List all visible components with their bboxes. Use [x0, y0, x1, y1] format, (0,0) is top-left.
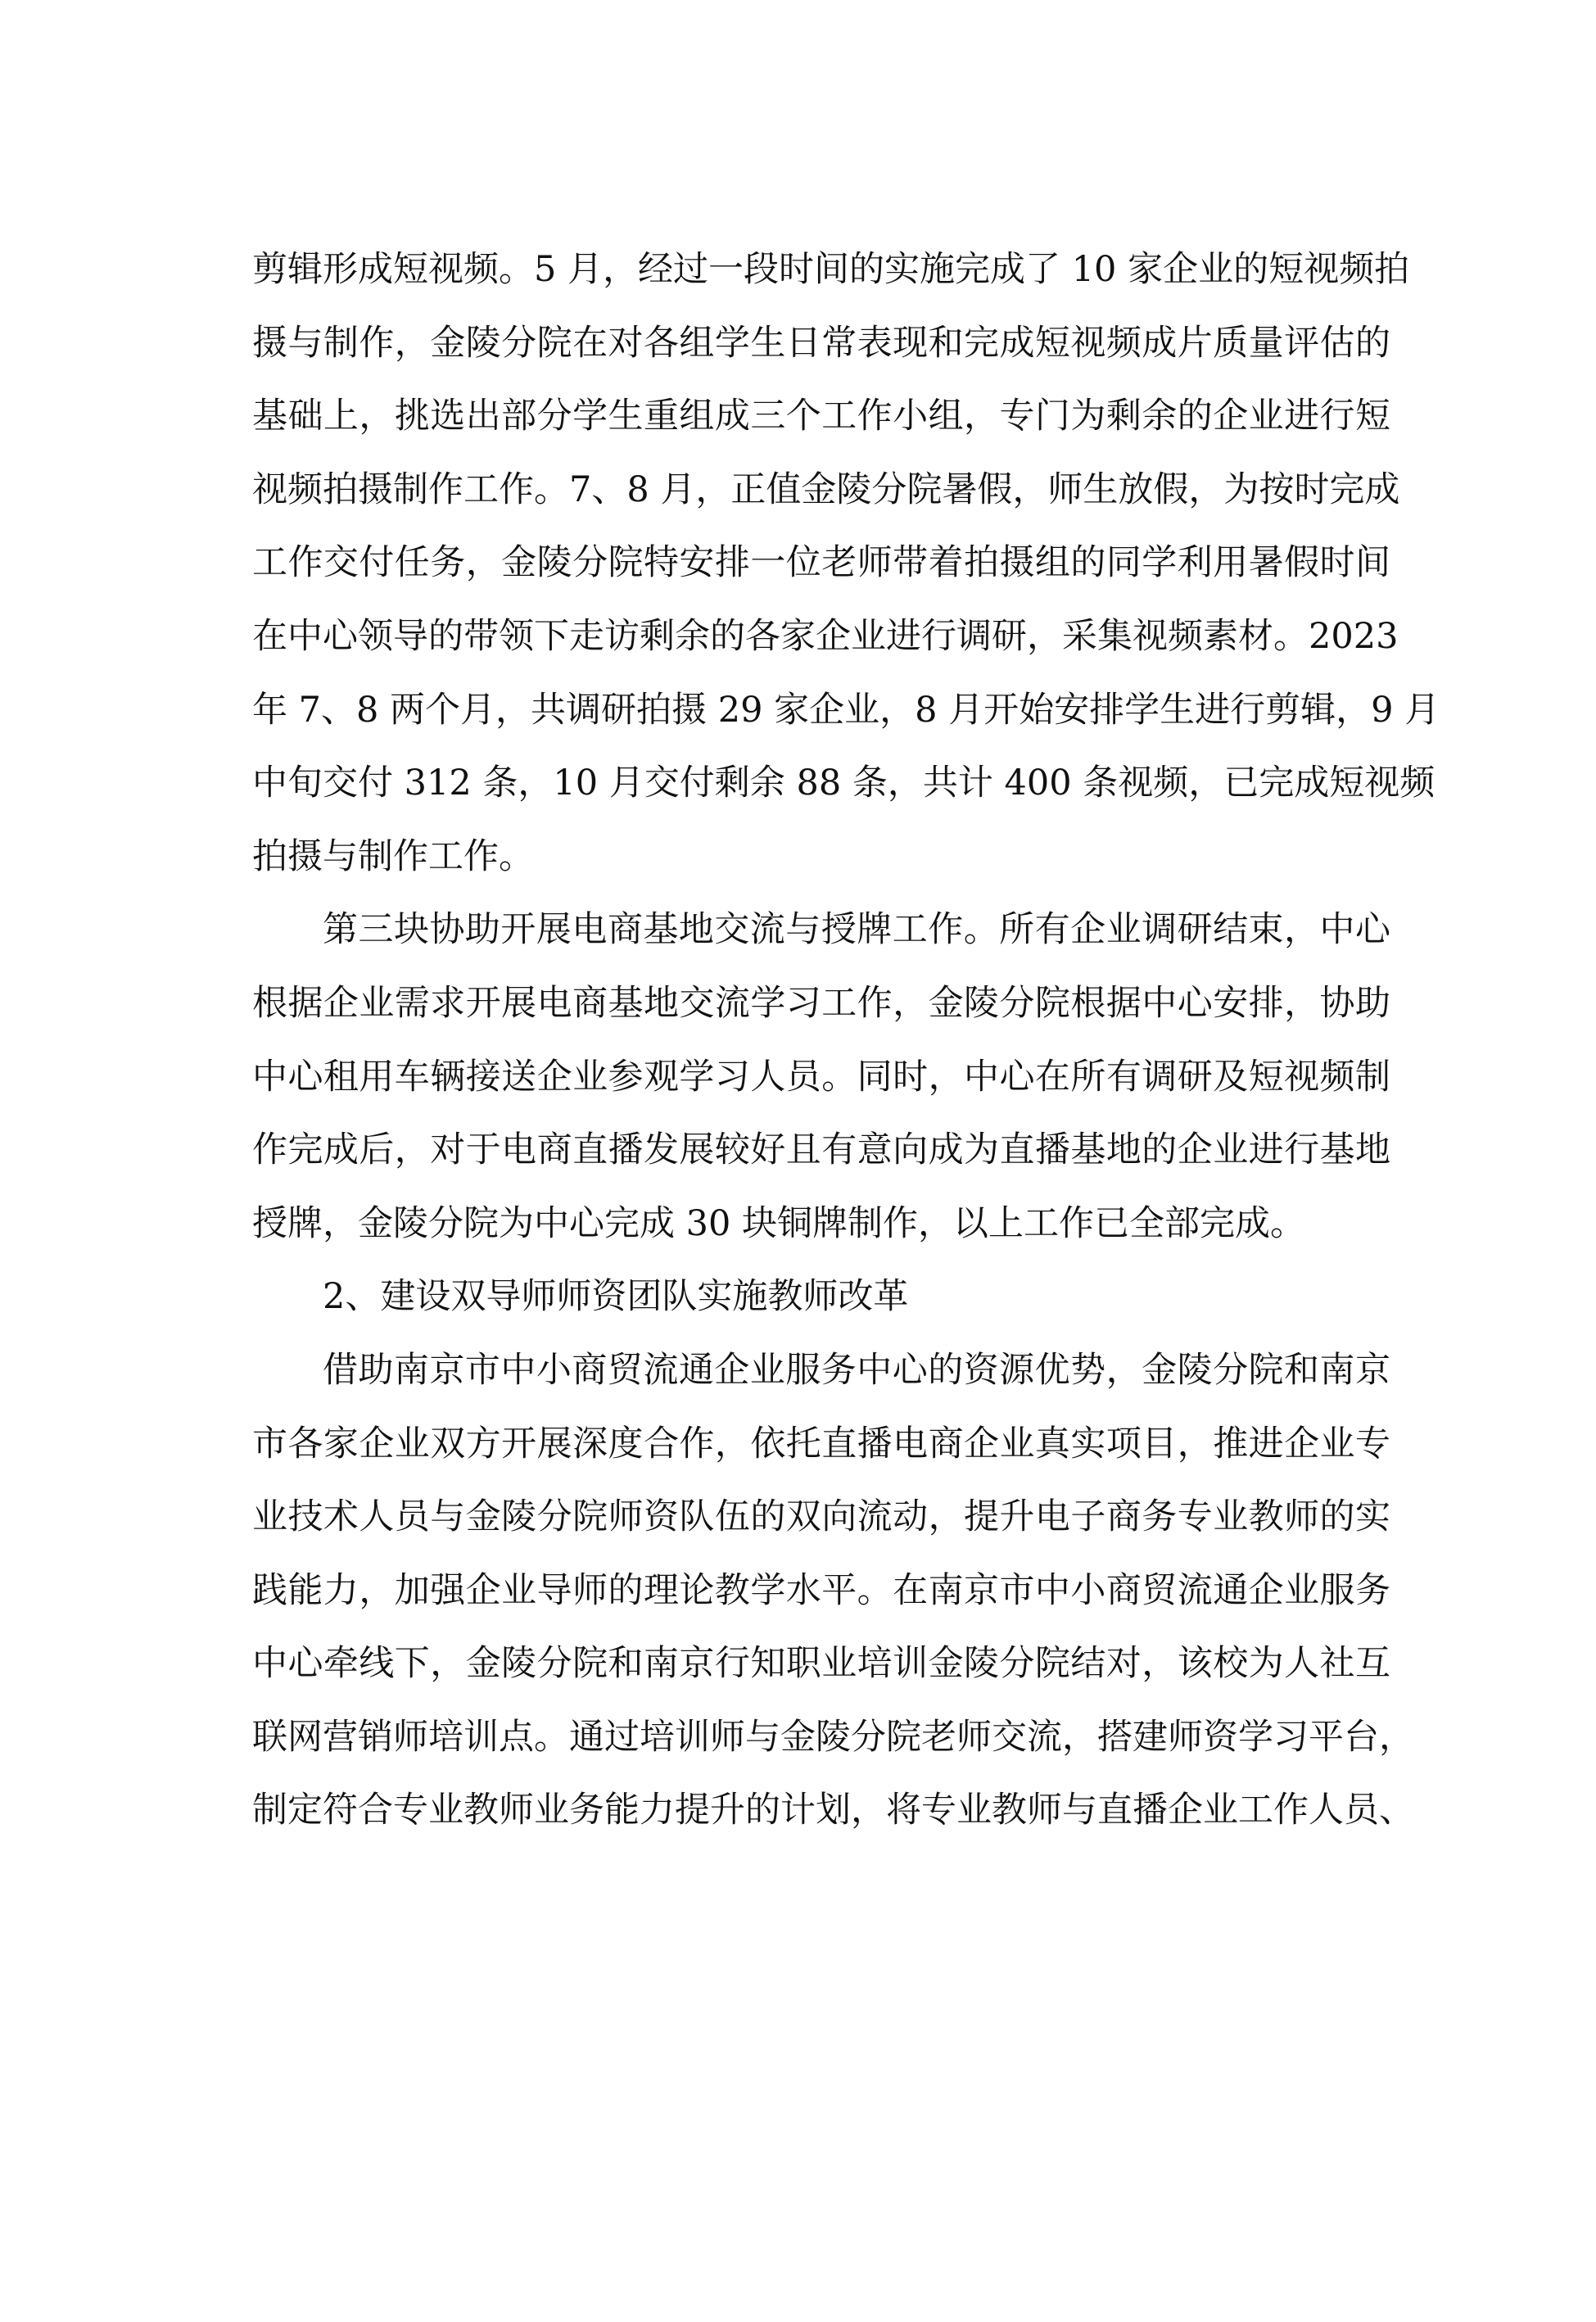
- text-line: 中心牵线下，金陵分院和南京行知职业培训金陵分院结对，该校为人社互: [252, 1643, 1390, 1685]
- document-body: [252, 233, 1440, 1848]
- text-line: 第三块协助开展电商基地交流与授牌工作。所有企业调研结束，中心: [323, 909, 1390, 951]
- text-line: 基础上，挑选出部分学生重组成三个工作小组，专门为剩余的企业进行短: [252, 396, 1390, 437]
- text-line: 中旬交付 312 条，10 月交付剩余 88 条，共计 400 条视频，已完成短视频: [252, 763, 1435, 804]
- text-line: 年 7、8 两个月，共调研拍摄 29 家企业，8 月开始安排学生进行剪辑，9 月: [252, 689, 1440, 731]
- text-line: 拍摄与制作工作。: [252, 835, 534, 877]
- text-line: 中心租用车辆接送企业参观学习人员。同时，中心在所有调研及短视频制: [252, 1056, 1390, 1098]
- text-line: 借助南京市中小商贸流通企业服务中心的资源优势，金陵分院和南京: [323, 1349, 1390, 1391]
- text-line: 业技术人员与金陵分院师资队伍的双向流动，提升电子商务专业教师的实: [252, 1496, 1390, 1538]
- text-line: 市各家企业双方开展深度合作，依托直播电商企业真实项目，推进企业专: [252, 1423, 1390, 1464]
- paragraph-short-video-production: [252, 233, 1440, 894]
- text-line: 摄与制作，金陵分院在对各组学生日常表现和完成短视频成片质量评估的: [252, 322, 1390, 364]
- text-line: 践能力，加强企业导师的理论教学水平。在南京市中小商贸流通企业服务: [252, 1569, 1390, 1611]
- heading-text: 2、建设双导师师资团队实施教师改革: [323, 1276, 909, 1318]
- text-line: 视频拍摄制作工作。7、8 月，正值金陵分院暑假，师生放假，为按时完成: [252, 468, 1400, 510]
- text-line: 工作交付任务，金陵分院特安排一位老师带着拍摄组的同学利用暑假时间: [252, 542, 1390, 584]
- text-line: 在中心领导的带领下走访剩余的各家企业进行调研，采集视频素材。2023: [252, 615, 1399, 657]
- text-line: 剪辑形成短视频。5 月，经过一段时间的实施完成了 10 家企业的短视频拍: [252, 249, 1410, 290]
- paragraph-dual-mentor-team: [252, 1334, 1414, 1848]
- text-line: 授牌，金陵分院为中心完成 30 块铜牌制作，以上工作已全部完成。: [252, 1202, 1306, 1244]
- paragraph-ecommerce-base: [252, 894, 1390, 1261]
- text-line: 作完成后，对于电商直播发展较好且有意向成为直播基地的企业进行基地: [252, 1129, 1390, 1171]
- text-line: 制定符合专业教师业务能力提升的计划，将专业教师与直播企业工作人员、: [252, 1790, 1414, 1831]
- section-heading: [252, 1261, 1390, 1334]
- text-line: 根据企业需求开展电商基地交流学习工作，金陵分院根据中心安排，协助: [252, 982, 1390, 1024]
- text-line: 联网营销师培训点。通过培训师与金陵分院老师交流，搭建师资学习平台，: [252, 1716, 1414, 1758]
